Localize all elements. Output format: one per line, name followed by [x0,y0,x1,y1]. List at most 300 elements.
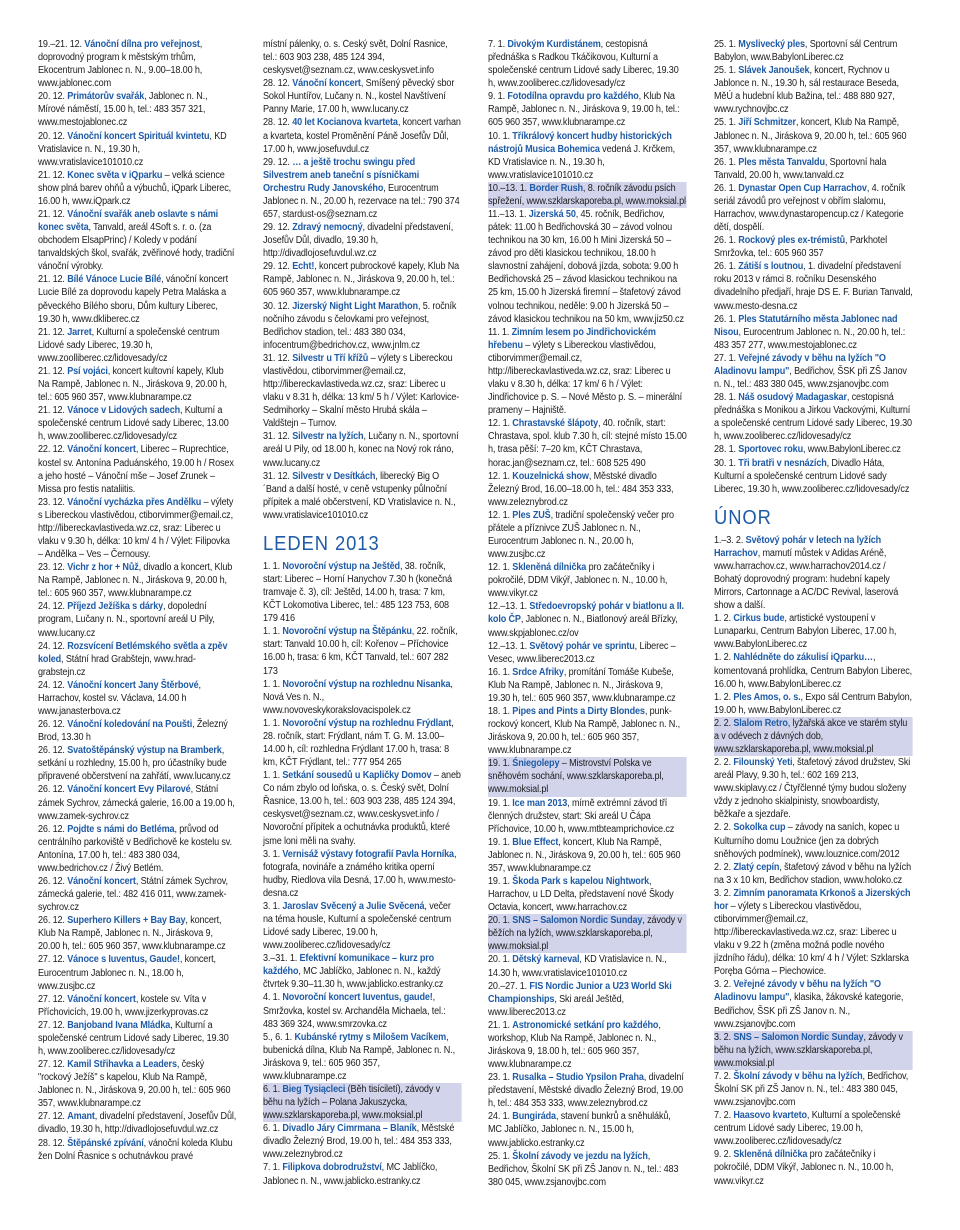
event-details: , kostele sv. Víta v Příchovicích, 19.00 h, www.jizerkyprovas.cz [38,993,209,1018]
event-details: , Lučany n. N., sportovní areál U Pily, od 18.00 h, konec na Nový rok ráno, www.lucany.cz [263,431,459,469]
event-title: Pojdte s námi do Betléma [67,823,175,835]
event-title: Bílé Vánoce Lucie Bílé [67,274,162,286]
event-date: 3. 2. [714,979,731,991]
event-details: , český "rockový Ježíš" s kapelou, Klub Na Rampě, Jablonec n. N., Jiráskova 9, 20.00 h, tel.: 605 960 357, www.klubnarampe.cz [38,1059,231,1110]
event-details: , KD Vratislavice n. N., 19.30 h, www.vratislavice101010.cz [38,130,227,168]
event-title: Světový pohár v letech na lyžích Harrachov [714,534,882,559]
event-date: 24. 1. [488,1111,510,1123]
event-entry [38,443,237,495]
event-entry [38,744,237,783]
event-title: Vánoční dílna pro veřejnost [84,39,200,50]
event-details: , vánoční koncert Lucie Bílé za doprovodu kapely Petra Maláska a pěveckého Bílého sboru, Dům kultury Liberec, 19.30 h, www.dkliberec.cz [38,274,228,325]
event-date: 1. 2. [714,652,731,664]
events-column-3 [488,38,687,1223]
event-entry [38,783,237,822]
event-entry [714,443,913,456]
event-date: 31. 12. [263,470,290,482]
event-date: 26. 1. [714,261,736,273]
event-details: , vánoční koleda Klubu žen Dolní Řasnice s ochutnávkou pravé [38,1137,233,1162]
event-details: , Železný Brod, 13.30 h [38,719,228,744]
event-title: Primátorův svařák [67,91,145,103]
event-entry [488,836,687,875]
event-date: 27. 12. [38,954,65,966]
event-title: Astronomické setkání pro každého [512,1019,659,1031]
event-date: 19.–21. 12. [38,39,82,50]
event-title: Silvestr na lyžích [292,431,364,443]
event-date: 2. 2. [714,717,731,729]
event-entry [263,221,462,260]
event-entry [38,823,237,875]
event-details: , Smržovka, kostel sv. Archanděla Michaela, tel.: 483 369 324, www.smrzovka.cz [263,992,446,1030]
event-details: , bubenická dílna, Klub Na Rampě, Jablonec n. N., Jiráskova 9, tel.: 605 960 357, www.klubnarampe.cz [263,1031,455,1082]
event-entry [714,313,913,352]
event-details: , dopolední program, Lučany n. N., sportovní areál U Pily, www.lucany.cz [38,601,215,639]
event-date: 7. 1. [488,39,505,50]
event-details: , koncert, Rychnov u Jablonce n. N., 19.30 h, sál restaurace Beseda, MěÚ a hudební klub Bažina, tel.: 488 880 927, www.rychnovjbc.cz [714,65,899,116]
event-entry [38,38,237,90]
event-date: 2. 2. [714,861,731,873]
event-details: , Divadlo Háta, Kulturní a společenské centrum Lidové sady Liberec, 19.30 h, www.zooliberec.cz/lidovesady/cz [714,457,910,495]
event-details: – velká science show plná barev ohňů a výbuchů, iQpark Liberec, 16.00 h, www.iQpark.cz [38,169,231,207]
events-column-2 [263,38,462,1223]
event-entry [488,875,687,914]
event-date: 27. 12. [38,1111,65,1123]
event-entry [488,797,687,836]
event-details: , Kulturní a společenské centrum Lidové sady Liberec, 19.00 h, www.zooliberec.cz/lidovesady/cz [714,1110,901,1148]
event-entry [38,561,237,600]
event-entry [714,457,913,496]
event-title: Amant [67,1111,95,1123]
event-title: Jiří Schmitzer [738,117,796,129]
event-details: , KD Vratislavice n. N., 14.30 h, www.vratislavice101010.cz [488,954,667,979]
month-heading: ÚNOR [714,506,772,529]
event-title: Středoevropský pohár v biatlonu a II. kolo ČP [488,601,684,626]
event-entry [38,130,237,169]
event-date: 7. 2. [714,1070,731,1082]
event-entry [488,1019,687,1071]
event-date: 18. 1. [488,705,510,717]
event-title: Dětský karneval [512,954,580,966]
event-details: , www.BabylonLiberec.cz [803,444,901,456]
event-entry [38,679,237,718]
event-entry [263,77,462,116]
event-entry [38,1110,237,1136]
event-details: , Tanvald, areál 4Soft s. r. o. (za obchodem ElsapPrinc) / Koledy v podání tanvaldských škol, svařák, zvěřinové hody, tradiční vánoční výrobky. [38,222,235,273]
event-date: 28. 12. [263,78,290,90]
event-entry [38,718,237,744]
event-title: Vánoční koncert [292,78,361,90]
event-title: Fotodílna opravdu pro každého [507,91,639,103]
event-date: 26. 12. [38,719,65,731]
event-details: , cestopisná přednáška s Monikou a Jirkou Vackovými, Kulturní a společenské centrum Lidové sady Liberec, 19.30 h, www.zooliberec.cz/lidovesady/cz [714,392,912,443]
event-date: 4. 1. [263,992,280,1004]
event-details: , Bedřichov, Školní SK při ZŠ Janov n. N., tel.: 483 380 045, www.zsjanovjbc.com [714,1070,909,1109]
event-date: 2. 2. [714,822,731,834]
event-date: 28. 12. [263,117,290,129]
event-date: 19. 1. [488,797,510,809]
event-details: , 38. ročník, start: Liberec – Horní Hanychov 7.30 h (konečná tramvaje č. 3), cíl: Ještěd, 14.00 h, trasa: 7 km, KČT Lokomotiva Liberec, tel.: 485 123 753, 608 179 416 [263,560,452,625]
event-date: 9. 1. [488,91,505,103]
event-details: , divadlo a koncert, Klub Na Rampě, Jablonec n. N., Jiráskova 9, 20.00 h, tel.: 605 960 357, www.klubnarampe.cz [38,562,233,600]
event-details: , koncert kultovní kapely, Klub Na Rampě, Jablonec n. N., Jiráskova 9, 20.00 h, tel.: 605 960 357, www.klubnarampe.cz [38,365,227,404]
event-date: 1. 1. [263,560,280,572]
event-entry [38,875,237,914]
event-date: 24. 12. [38,679,65,691]
event-entry [488,326,687,418]
event-entry [263,1122,462,1161]
event-entry [488,182,687,208]
event-entry [263,848,462,900]
event-title: Cirkus bude [733,613,785,625]
event-details: , štafetový závod v běhu na lyžích na 3 x 10 km, Bedřichov stadion, www.holoko.cz [714,861,911,886]
event-date: 10.–13. 1. [488,182,528,194]
event-entry [263,769,462,847]
event-date: 21. 12. [38,326,65,338]
event-title: Dynastar Open Cup Harrachov [738,182,867,194]
event-title: Bieg Tysiącleci [282,1084,346,1096]
event-entry [263,470,462,522]
event-title: Ice man 2013 [512,797,568,809]
event-entry [263,991,462,1030]
event-date: 1. 2. [714,691,731,703]
event-title: Zimním panoramata Krkonoš a Jizerských hor [714,887,911,912]
event-entry [38,208,237,273]
event-title: Sokolka cup [733,822,786,834]
event-date: 25. 1. [714,65,736,77]
event-details: , Kulturní a společenské centrum Lidové sady Liberec, 13.00 h, www.zoolliberec.cz/lidovesady/cz [38,405,229,443]
event-date: 27. 12. [38,1019,65,1031]
event-entry [714,756,913,821]
event-date: 3. 1. [263,848,280,860]
event-details: , Harrachov, u LD Delta, představení nové Škody Octavia, koncert, www.harrachov.cz [488,876,674,914]
event-entry [38,993,237,1019]
event-details: , Nová Ves n. N., www.novoveskykorakslovacispolek.cz [263,678,453,716]
event-date: 28. 12. [38,1137,65,1149]
event-title: Škoda Park s kapelou Nightwork [512,876,650,887]
event-entry [488,208,687,326]
event-entry [488,470,687,509]
event-title: Vánoční vycházka přes Andělku [67,496,202,508]
event-title: Vánoce s Iuventus, Gaude! [67,954,180,966]
event-date: 1. 2. [714,613,731,625]
event-title: SNS – Salomon Nordic Sunday [512,915,643,927]
event-date: 3. 1. [263,900,280,912]
event-details: , Eurocentrum Jablonec n. N., 20.00 h, rezervace na tel.: 790 374 657, stardust-os@seznam.cz [263,182,460,221]
event-date: 27. 1. [714,352,736,364]
event-title: Novoroční výstup na Ještěd [282,560,400,572]
event-entry [263,678,462,717]
event-details: , cestopisná přednáška s Radkou Tkáčikovou, Kulturní a společenské centrum Lidové sady Liberec, 19.30 h, www.zooliberec.cz/lidovesady/cz [488,39,679,90]
event-entry [714,691,913,717]
event-details: , 40. ročník, start: Chrastava, spol. klub 7.30 h, cíl: stejné místo 15.00 h, trasa pěší: 7–20 km, KČT Chrastava, horac.jan@seznam.cz, tel.: 608 525 490 [488,418,687,469]
event-details: , Sportovní sál Centrum Babylon, www.BabylonLiberec.cz [714,39,898,64]
event-details: , mamutí můstek v Adidas Aréně, www.harrachov.cz, www.harrachov2014.cz / Bohatý doprovodný program: hudební kapely Mirrors, Cartonnage a AC/DC Revival, laserová show a další. [714,547,899,612]
event-date: 22. 12. [38,444,65,456]
event-title: Sportovec roku [738,444,804,456]
event-details: , Státní hrad Grabštejn, www.hrad-grabstejn.cz [38,653,196,678]
event-entry [263,900,462,952]
event-entry [263,1031,462,1083]
event-entry [488,914,687,953]
event-date: 25. 1. [714,39,736,50]
event-date: 21. 12. [38,274,65,286]
event-title: Vichr z hor + Nůž [67,562,139,574]
event-details: , Jablonec n. N., Biatlonový areál Břízky, www.skpjablonec.cz/ov [488,614,678,639]
event-title: … a ještě trochu swingu před Silvestrem aneb taneční s písničkami Orchestru Rudy Janovského [263,156,420,194]
event-title: Veřejné závody v běhu na lyžích "O Aladinovu lampu" [714,979,881,1004]
event-title: Ples Statutárního města Jablonec nad Nisou [714,313,898,338]
event-date: 9. 2. [714,1149,731,1161]
event-details: , Klub Na Rampě, Jablonec n. N., Jiráskova 9, 19.00 h, tel.: 605 960 357, www.klubnarampe.cz [488,91,680,129]
event-entry [263,300,462,352]
event-date: 27. 12. [38,993,65,1005]
event-details: , Parkhotel Smržovka, tel.: 605 960 357 [714,235,887,260]
event-date: 24. 12. [38,640,65,652]
event-details: – závody na saních, kopec u Kulturního domu Loužnice (jen za dobrých sněhových podmínek), www.louznice.com/2012 [714,822,900,860]
event-details: , fotografa, novináře a známého kritika operní hudby, Riedlova vila Desná, 17.00 h, www.mesto-desna.cz [263,848,457,899]
event-title: Banjoband Ivana Mládka [67,1019,171,1031]
event-date: 1. 1. [263,717,280,729]
event-entry [714,612,913,651]
event-title: Psí vojáci [67,365,108,377]
event-title: Novoroční výstup na rozhlednu Frýdlant [282,717,452,729]
event-entry [488,705,687,757]
event-date: 3. 2. [714,1031,731,1043]
event-details: , 22. ročník, start: Tanvald 10.00 h, cíl: Kořenov – Příchovice 16.00 h, trasa: 6 km, KČT Tanvald, tel.: 607 282 173 [263,626,458,677]
event-details: , Bedřichov, ŠSK při ZŠ Janov n. N., tel.: 483 380 045, www.zsjanovjbc.com [714,365,907,391]
event-date: 31. 12. [263,352,290,364]
event-entry [714,260,913,312]
event-title: Kamil Střihavka a Leaders [67,1059,177,1071]
event-entry [714,156,913,182]
event-title: Nahlédněte do zákulisí iQparku… [733,652,873,664]
event-date: 30. 12. [263,300,290,312]
event-date: 3.–31. 1. [263,953,298,965]
event-title: Haasovo kvarteto [733,1110,807,1122]
event-title: FIS Nordic Junior a U23 World Ski Championships [488,980,672,1005]
event-title: Ples ZUŠ [512,509,551,521]
event-title: Divokým Kurdistánem [507,39,601,50]
event-date: 10. 1. [488,130,510,142]
event-entry [263,1083,462,1122]
event-title: Silvestr v Desítkách [292,470,376,482]
event-date: 26. 12. [38,915,65,927]
event-entry [38,1058,237,1110]
event-title: Rusalka – Studio Ypsilon Praha [512,1072,644,1084]
event-entry [263,430,462,469]
event-details: pro začátečníky i pokročilé, DDM Vikýř, Jablonec n. N., 10.00 h, www.vikyr.cz [714,1149,894,1187]
event-title: Kubánské rytmy s Milošem Vacíkem [294,1031,447,1043]
event-entry [263,156,462,221]
event-title: Náš osudový Madagaskar [738,392,847,404]
event-entry [714,116,913,155]
event-title: Slalom Retro [733,717,788,729]
event-entry [488,1071,687,1110]
event-details: , divadelní představení, Městské divadlo Železný Brod, 19.00 h, tel.: 484 353 333, www.zeleznybrod.cz [488,1072,684,1110]
event-details: , promítání Tomáše Kubeše, Klub Na Rampě, Jablonec n. N., Jiráskova 9, 19.30 h, tel.: 605 960 357, www.klubnarampe.cz [488,666,676,704]
event-details: , koncert, Klub Na Rampě, Jablonec n. N., Jiráskova 9, 20.00 h, tel.: 605 960 357, www.klubnarampe.cz [38,915,226,953]
event-details: , Kulturní a společenské centrum Lidové sady Liberec, 19.30 h, www.zooliberec.cz/lidovesady/cz [38,1019,229,1058]
event-details: – výlety s Libereckou vlastivědou, ctiborvimmer@email.cz, http://libereckavlastiveda.wz.cz, sraz: Liberec u vlaku v 8.31 h, délka: 13 km/ 5 h / Výlet: Karlovice- Sedmihorky – Skalní město Hrubá skála – Valdštejn – Turnov. [263,352,460,430]
event-details: , Smíšený pěvecký sbor Sokol Huntířov, Lučany n. N., kostel Navštívení Panny Marie, 17.00 h, www.lucany.cz [263,78,455,116]
event-entry [38,1019,237,1058]
event-entry [38,914,237,953]
event-entry [38,365,237,404]
event-title: Štěpánské zpívání [67,1137,144,1149]
event-entry [714,861,913,887]
event-title: Divadlo Járy Cimrmana – Blaník [282,1123,417,1135]
event-date: 19. 1. [488,758,510,770]
event-title: Skleněná dílnička [733,1149,808,1161]
event-details: vedená J. Krčkem, KD Vratislavice n. N., 19.30 h, www.vratislavice101010.cz [488,143,676,181]
event-title: Bungiráda [512,1111,556,1123]
event-details: , Městské divadlo Železný Brod, 16.00–18.00 h, tel.: 484 353 333, www.zeleznybrod.cz [488,470,674,508]
event-title: Śniegolepy [512,758,560,770]
event-details: , Městské divadlo Železný Brod, 19.00 h, tel.: 484 353 333, www.zeleznybrod.cz [263,1123,455,1161]
event-title: Zlatý cepín [733,861,780,873]
event-title: Vánoční koncert [67,876,136,887]
event-details: , Liberec – Ruprechtice, kostel sv. Antonína Paduánského, 19.00 h / Rosex a jeho hosté – Vánoční mše – Josef Zrunek – Missa pro festis nataliitis. [38,444,234,495]
event-entry [714,1070,913,1109]
event-title: Konec světa v iQparku [67,169,163,181]
event-entry [488,666,687,705]
event-title: Rozsvícení Betlémského světla a zpěv koled [38,640,228,665]
event-details: , koncert, Klub Na Rampě, Jablonec n. N., Jiráskova 9, 20.00 h, tel.: 605 960 357, www.klubnarampe.cz [714,117,907,155]
event-details: – výlety s Libereckou vlastivědou, ctiborvimmer@email.cz, http://libereckavlastiveda.wz.cz, sraz: Liberec u vlaku v 9.22 h (změna možná podle nového jízdního řádu), délka: 10 km/ 4 h / Výlet: Szklarska Poręba Górna – Piechowice. [714,900,909,978]
event-details: , Harrachov, kostel sv. Václava, 14.00 h www.janasterbova.cz [38,679,201,717]
event-entry [714,717,913,756]
event-date: 29. 12. [263,222,290,234]
event-date: 21. 12. [38,365,65,377]
event-date: 20.–27. 1. [488,980,528,992]
event-details: , klasika, žákovské kategorie, Bedřichov, ŠSK při ZŠ Janov n. N., www.zsjanovjbc.com [714,992,904,1030]
event-title: Rockový ples ex-trémistů [738,235,846,247]
event-date: 26. 1. [714,182,736,194]
event-details: – aneb Co nám zbylo od loňska, o. s. Český svět, Dolní Řasnice, 13.00 h, tel.: 603 903 238, 485 124 394, ceskysvet@seznam.cz, www.ceskysvet.info / Novoroční přípitek a ochutnávka produktů, které jsme loni měli na svahy. [263,770,461,847]
event-entry [714,234,913,260]
event-title: Tři bratři v nesnázích [738,457,827,469]
event-entry [263,38,462,77]
events-column-1 [38,38,237,1223]
event-title: Školní závody v běhu na lyžích [733,1070,863,1082]
event-entry [714,1031,913,1070]
event-date: 27. 12. [38,1059,65,1071]
event-details: , liberecký Big O´Band a další hosté, v ceně vstupenky půlnoční přípitek a malé občerstvení, KD Vratislavice n. N., www.vratislavice101010.cz [263,470,456,521]
event-title: Filipkova dobrodružství [282,1162,382,1174]
event-date: 12. 1. [488,509,510,521]
event-title: Svatoštěpánský výstup na Bramberk [67,745,222,757]
event-entry [488,417,687,469]
event-title: Zdravý nemocný [292,222,363,234]
event-entry [488,38,687,90]
event-title: Vernisáž výstavy fotografií Pavla Horníka [282,848,454,860]
event-entry [488,1110,687,1149]
event-details: , koncert varhan a kvarteta, kostel Proměnění Páně Josefův Důl, 17.00 h, www.josefuvdul.cz [263,117,461,155]
event-details: , artistické vystoupení v Lunaparku, Centrum Babylon Liberec, 17.00 h, www.BabylonLiberec.cz [714,613,897,651]
event-entry [488,953,687,979]
event-date: 29. 12. [263,261,290,273]
event-title: Echt! [292,261,315,273]
event-entry [38,640,237,679]
event-date: 1. 1. [263,770,280,782]
event-entry [38,496,237,561]
event-entry [263,560,462,625]
event-details: , koncert, Eurocentrum Jablonec n. N., 18.00 h, www.zusjbc.cz [38,954,216,992]
event-date: 25. 1. [488,1150,510,1162]
event-details: místní pálenky, o. s. Český svět, Dolní Řasnice, tel.: 603 903 238, 485 124 394, ceskysvet@seznam.cz, www.ceskysvet.info [263,39,448,77]
event-details: , Sportovní hala Tanvald, 20.00 h, www.tanvald.cz [714,156,887,181]
event-entry [263,352,462,430]
event-entry [38,169,237,208]
event-details: , Bedřichov, Školní SK při ZŠ Janov n. N., tel.: 483 380 045, www.zsjanovjbc.com [488,1150,679,1188]
event-title: Vánoční koncert Evy Pilarové [67,784,191,796]
event-date: 20. 1. [488,915,510,927]
event-details: – Mistrovství Polska ve sněhovém sochání, www.szklarskaporeba.pl, www.moksial.pl [488,758,664,796]
event-entry [263,1161,462,1187]
event-date: 6. 1. [263,1084,280,1096]
event-entry [263,717,462,769]
event-entry [488,600,687,639]
event-details: , lyžařská akce ve starém stylu a v odévech z dávných dob, www.szklarskaporeba.pl, www.moksial.pl [714,717,908,755]
event-title: Jarret [67,326,92,338]
event-entry [38,326,237,365]
event-details: , komentovaná prohlídka, Centrum Babylon Liberec, 16.00 h, www.BabylonLiberec.cz [714,652,913,690]
event-details: , 8. ročník závodu psích spřežení, www.szklarskaporeba.pl, www.moksial.pl [488,182,686,207]
event-entry [714,64,913,116]
event-details: , MC Jablíčko, Jablonec n. N., www.jablicko.estranky.cz [263,1162,438,1187]
event-title: Novoroční koncert Iuventus, gaude! [282,992,433,1004]
event-title: Srdce Afriky [512,666,564,678]
event-details: (Běh tisíciletí), závody v běhu na lyžích – Polana Jakuszycka, www.szklarskaporeba.pl, www.moksial.pl [263,1084,441,1122]
event-date: 29. 12. [263,156,290,168]
event-details: – výlety s Libereckou vlastivědou, ctiborvimmer@email.cz, http://libereckavlastiveda.wz.cz, sraz: Liberec u vlaku v 9.30 h, délka: 10 km/ 4 h / Výlet: Filipovka – Andělka – Ves – Černousy. [38,496,234,561]
event-title: Setkání sousedů u Kapličky Domov [282,770,432,782]
event-title: Příjezd Ježíška s dárky [67,601,164,613]
event-title: SNS – Salomon Nordic Sunday [733,1031,864,1043]
event-date: 1. 1. [263,678,280,690]
event-title: Chrastavské šlápoty [512,418,599,430]
event-title: Novoroční výstup na Štěpánku [282,626,412,638]
event-date: 21. 12. [38,169,65,181]
event-entry [714,978,913,1030]
event-title: Efektivní komunikace – kurz pro každého [263,953,435,978]
event-details: , závody v běhu na lyžích, www.szklarskaporeba.pl, www.moksial.pl [714,1031,903,1069]
event-title: Školní závody ve jezdu na lyžích [512,1150,648,1162]
event-details: , stavení bunkrů a sněhuláků, MC Jablíčko, Jablonec n. N., 15.00 h, www.jablicko.estranky.cz [488,1111,671,1149]
event-title: Filounský Yeti [733,757,793,769]
event-title: Veřejné závody v běhu na lyžích "O Aladinovu lampu" [714,352,886,377]
event-entry [488,509,687,561]
event-details: , mírně extrémní závod tří členných družstev, start: Ski areál U Čápa Příchovice, 10.00 h, www.mtbteamprichovice.cz [488,797,675,835]
event-entry [263,260,462,299]
event-date: 21. 12. [38,405,65,417]
event-entry [714,821,913,860]
event-details: , koncert, Klub Na Rampě, Jablonec n. N., Jiráskova 9, 20.00 h, tel.: 605 960 357, www.klubnarampe.cz [488,836,681,874]
event-entry [488,561,687,600]
event-date: 1. 1. [263,626,280,638]
event-entry [38,1137,237,1163]
event-date: 26. 12. [38,745,65,757]
event-title: 40 let Kocianova kvarteta [292,117,398,129]
event-details: , MC Jablíčko, Jablonec n. N., každý čtvrtek 9.30–11.30 h, www.jablicko.estranky.cz [263,966,444,991]
event-date: 26. 12. [38,876,65,887]
event-entry [488,980,687,1019]
event-details: , Ski areál Ještěd, www.liberec2013.cz [488,993,624,1018]
event-date: 16. 1. [488,666,510,678]
event-entry [714,651,913,690]
event-entry [714,38,913,64]
event-date: 20. 1. [488,954,510,966]
